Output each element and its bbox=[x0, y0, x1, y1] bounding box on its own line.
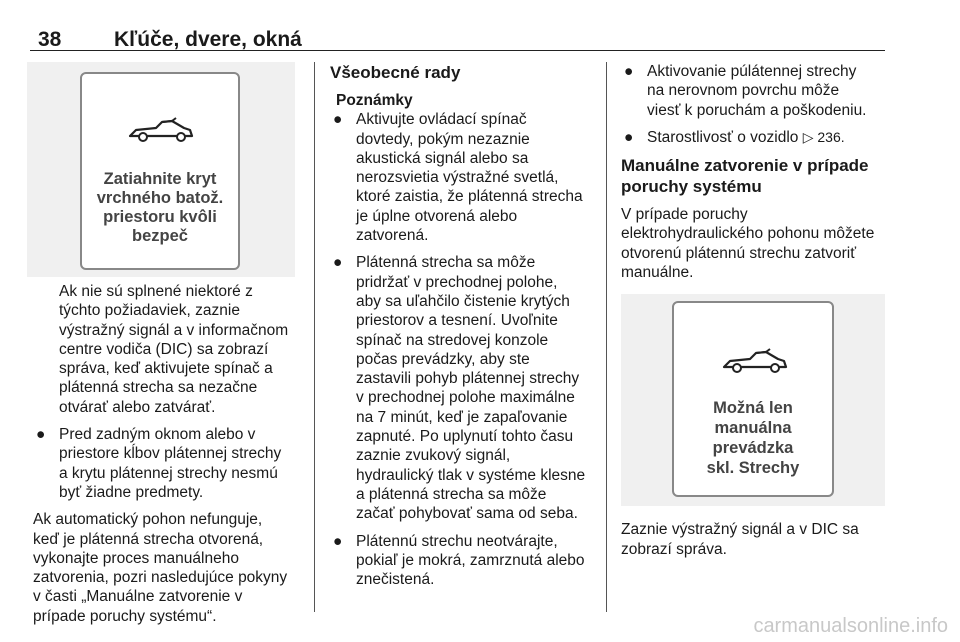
text-line: znečistená. bbox=[356, 571, 435, 589]
bullet-dot: ● bbox=[333, 254, 343, 272]
text-line: dovtedy, pokým nezaznie bbox=[356, 130, 530, 148]
text-line: zapnuté. Po uplynutí tohto času bbox=[356, 428, 574, 446]
text-line: vykonajte proces manuálneho bbox=[33, 549, 239, 567]
text-line: keď je plátenná strecha otvorená, bbox=[33, 530, 264, 548]
text-line: hydraulický tlak v systéme klesne bbox=[356, 466, 586, 484]
column-left bbox=[33, 62, 305, 626]
bullet-dot: ● bbox=[333, 111, 343, 129]
text-line: viesť k poruchám a poškodeniu. bbox=[647, 101, 867, 119]
dic-display-screen bbox=[672, 301, 834, 497]
column-divider bbox=[606, 62, 607, 612]
column-middle bbox=[330, 62, 598, 589]
text-line: Zaznie výstražný signál a v DIC sa bbox=[621, 521, 859, 539]
text-line: otvorenú plátennú strechu zatvoriť bbox=[621, 244, 857, 262]
text-line: v časti „Manuálne zatvorenie v bbox=[33, 588, 243, 606]
bullet-item bbox=[33, 425, 305, 502]
column-divider bbox=[314, 62, 315, 612]
paragraph bbox=[621, 520, 891, 559]
text-line: V prípade poruchy bbox=[621, 206, 748, 224]
dic-line: prevádzka bbox=[712, 439, 794, 458]
text-line bbox=[647, 128, 891, 147]
heading-line: poruchy systému bbox=[621, 177, 762, 197]
dic-line: vrchného batož. bbox=[96, 189, 224, 207]
dic-line: Možná len bbox=[713, 399, 793, 418]
bullet-item bbox=[621, 62, 891, 120]
text-line: ktoré zaistia, že plátenná strecha bbox=[356, 188, 583, 206]
text-line: v prechodnej polohe maximálne bbox=[356, 389, 575, 407]
section-heading bbox=[621, 155, 891, 197]
dic-display-figure bbox=[621, 294, 885, 506]
dic-display-figure bbox=[27, 62, 295, 277]
paragraph bbox=[33, 510, 305, 626]
page-number: 38 bbox=[38, 28, 62, 51]
dic-line: skl. Strechy bbox=[706, 459, 800, 478]
text-line: Plátennú strechu neotvárajte, bbox=[356, 532, 558, 550]
text-line: správa, keď aktivujete spínač a bbox=[59, 360, 273, 378]
text-line: otvárať alebo zatvárať. bbox=[59, 398, 216, 416]
text-line: pokiaľ je mokrá, zamrznutá alebo bbox=[356, 551, 585, 569]
convertible-icon bbox=[126, 116, 196, 146]
text-line: na nerovnom povrchu môže bbox=[647, 82, 840, 100]
text-line: zatvorená. bbox=[356, 227, 429, 245]
text-line: Plátenná strecha sa môže bbox=[356, 254, 536, 272]
bullet-item bbox=[330, 110, 598, 245]
text-line: Ak nie sú splnené niektoré z bbox=[59, 283, 253, 300]
text-line: plátenná strecha sa nezačne bbox=[59, 379, 258, 397]
bullet-dot: ● bbox=[624, 63, 634, 80]
text-line: prípade poruchy systému“. bbox=[33, 607, 217, 625]
bullet-dot: ● bbox=[624, 128, 634, 146]
text-line: Aktivujte ovládací spínač bbox=[356, 111, 527, 129]
text-line: počas prevádzky, aby ste bbox=[356, 350, 530, 368]
dic-line: priestoru kvôli bbox=[103, 208, 217, 226]
text-line: Aktivovanie púlátennej strechy bbox=[647, 63, 857, 80]
text-line: pridržať v prechodnej polohe, bbox=[356, 273, 558, 291]
dic-line: bezpeč bbox=[132, 227, 188, 245]
text-line: Pred zadným oknom alebo v bbox=[59, 426, 256, 444]
text-line: centre vodiča (DIC) sa zobrazí bbox=[59, 340, 269, 358]
bullet-item bbox=[330, 253, 598, 523]
heading-line: Manuálne zatvorenie v prípade bbox=[621, 156, 869, 176]
page-header bbox=[30, 20, 885, 51]
text-line: zaznie zvukový signál, bbox=[356, 447, 511, 465]
text-line: je úplne otvorená alebo bbox=[356, 207, 518, 225]
text-line: výstražný signál a v informačnom bbox=[59, 321, 289, 339]
text-line: spínač na stredovej konzole bbox=[356, 331, 549, 349]
dic-message bbox=[674, 398, 832, 478]
dic-line: manuálna bbox=[714, 419, 792, 438]
text-line: Ak automatický pohon nefunguje, bbox=[33, 511, 263, 529]
text-line: na 7 minút, keď je zapaľovanie bbox=[356, 408, 568, 426]
convertible-icon bbox=[720, 347, 790, 377]
text-line: priestorov a tesnení. Uvoľnite bbox=[356, 312, 558, 330]
paragraph bbox=[621, 205, 891, 282]
text-line: aby sa uľahčilo čistenie krytých bbox=[356, 292, 570, 310]
bullet-dot: ● bbox=[333, 532, 343, 550]
column-right bbox=[621, 62, 891, 559]
paragraph bbox=[33, 282, 305, 417]
note-heading: Poznámky bbox=[336, 92, 413, 109]
dic-message bbox=[82, 170, 238, 246]
text-line: byť žiadne predmety. bbox=[59, 483, 204, 501]
page-reference-link[interactable]: ▷ 236. bbox=[802, 128, 845, 145]
bullet-item bbox=[330, 532, 598, 590]
text-line: zobrazí správa. bbox=[621, 540, 727, 558]
text-line: zastavili pohyb plátennej strechy bbox=[356, 370, 580, 388]
watermark: carmanualsonline.info bbox=[753, 615, 948, 637]
bullet-item bbox=[621, 128, 891, 147]
text-line: začať pohybovať sama od seba. bbox=[356, 505, 578, 523]
section-heading: Všeobecné rady bbox=[330, 63, 461, 82]
text-line: nerozsvietia výstražné svetlá, bbox=[356, 169, 559, 187]
dic-line: Zatiahnite kryt bbox=[103, 170, 217, 188]
text-line: akustická signál alebo sa bbox=[356, 149, 529, 167]
text-line: priestore kĺbov plátennej strechy bbox=[59, 445, 282, 463]
text-line: zatvorenia, pozri nasledujúce pokyny bbox=[33, 569, 288, 587]
text-line: týchto požiadaviek, zaznie bbox=[59, 302, 240, 320]
bullet-dot: ● bbox=[36, 426, 46, 444]
text-line: a krytu plátennej strechy nesmú bbox=[59, 464, 278, 482]
dic-display-screen bbox=[80, 72, 240, 270]
text-line: a plátenná strecha sa môže bbox=[356, 485, 547, 503]
text-line: manuálne. bbox=[621, 264, 694, 282]
text-line: elektrohydraulického pohonu môžete bbox=[621, 225, 875, 243]
page-title: Kľúče, dvere, okná bbox=[114, 28, 302, 51]
bullet-text: Starostlivosť o vozidlo bbox=[647, 128, 803, 146]
